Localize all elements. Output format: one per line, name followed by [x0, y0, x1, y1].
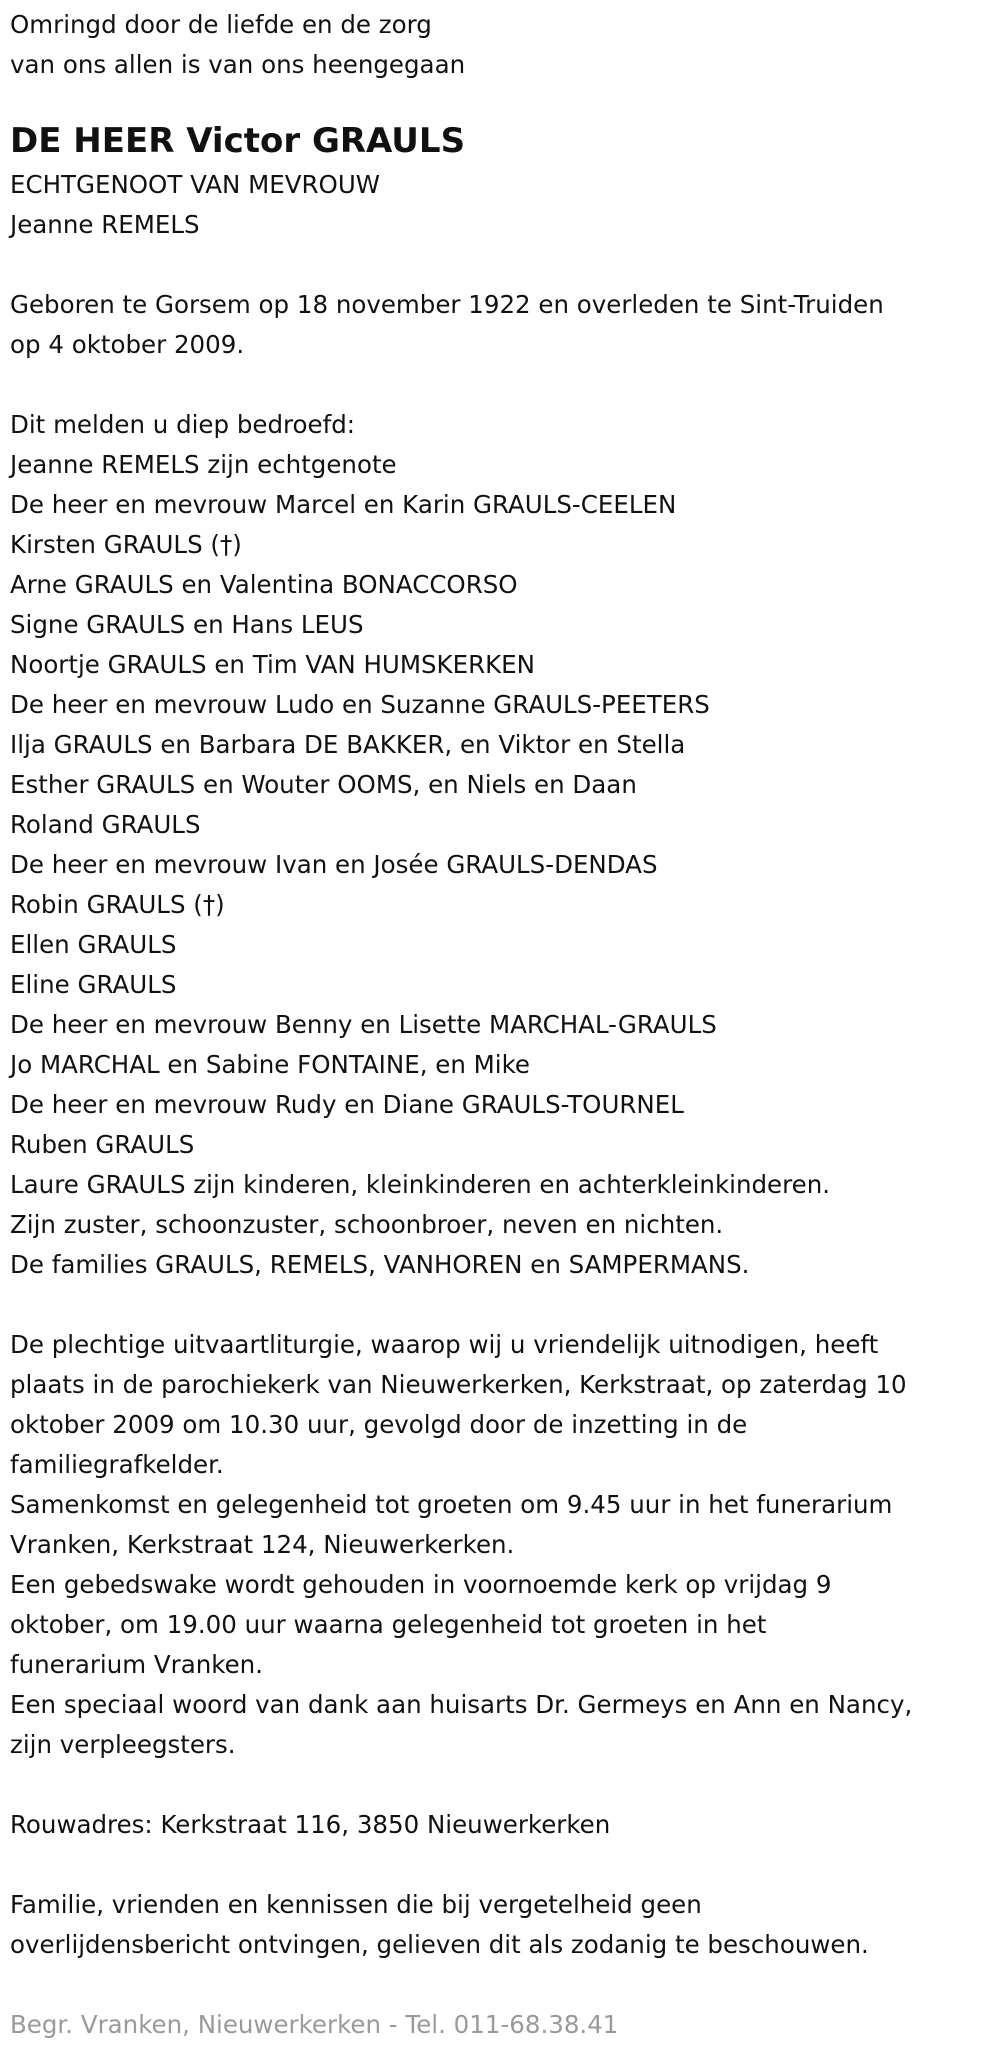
intro-section [10, 5, 1000, 85]
announcement-line: Ruben GRAULS [10, 1130, 195, 1159]
ceremony-line: familiegrafkelder. [10, 1450, 224, 1479]
announcement-line: Jeanne REMELS zijn echtgenote [10, 450, 397, 479]
announcement-line: Laure GRAULS zijn kinderen, kleinkinderen en achterkleinkinderen. [10, 1170, 831, 1199]
announcement-line: Jo MARCHAL en Sabine FONTAINE, en Mike [10, 1050, 530, 1079]
spacer [10, 1845, 1000, 1885]
ceremony-line: Samenkomst en gelegenheid tot groeten om 9.45 uur in het funerarium [10, 1490, 893, 1519]
announcement-line: Ilja GRAULS en Barbara DE BAKKER, en Viktor en Stella [10, 730, 686, 759]
announcement-line: Noortje GRAULS en Tim VAN HUMSKERKEN [10, 650, 535, 679]
spacer [10, 1965, 1000, 2005]
announcement-line: Esther GRAULS en Wouter OOMS, en Niels en Daan [10, 770, 637, 799]
ceremony-line: funerarium Vranken. [10, 1650, 263, 1679]
announcement-line: Kirsten GRAULS (†) [10, 530, 242, 559]
announcement-line: Eline GRAULS [10, 970, 177, 999]
ceremony-line: zijn verpleegsters. [10, 1730, 236, 1759]
deceased-name-title: DE HEER Victor GRAULS [10, 121, 466, 161]
announcement-section [10, 405, 1000, 1285]
notice-line: Familie, vrienden en kennissen die bij vergetelheid geen [10, 1890, 702, 1919]
announcement-line: Dit melden u diep bedroefd: [10, 410, 356, 439]
ceremony-line: plaats in de parochiekerk van Nieuwerkerken, Kerkstraat, op zaterdag 10 [10, 1370, 907, 1399]
spacer [10, 1765, 1000, 1805]
notice-line: overlijdensbericht ontvingen, gelieven dit als zodanig te beschouwen. [10, 1930, 869, 1959]
announcement-line: Signe GRAULS en Hans LEUS [10, 610, 364, 639]
spouse-section [10, 165, 1000, 245]
spouse-line: Jeanne REMELS [10, 210, 200, 239]
announcement-line: De heer en mevrouw Marcel en Karin GRAULS-CEELEN [10, 490, 677, 519]
announcement-line: Arne GRAULS en Valentina BONACCORSO [10, 570, 518, 599]
announcement-line: Robin GRAULS (†) [10, 890, 225, 919]
announcement-line: Ellen GRAULS [10, 930, 177, 959]
announcement-line: De heer en mevrouw Ludo en Suzanne GRAULS-PEETERS [10, 690, 710, 719]
announcement-line: De heer en mevrouw Ivan en Josée GRAULS-DENDAS [10, 850, 658, 879]
ceremony-section [10, 1325, 1000, 1765]
ceremony-line: De plechtige uitvaartliturgie, waarop wij u vriendelijk uitnodigen, heeft [10, 1330, 879, 1359]
ceremony-line: oktober 2009 om 10.30 uur, gevolgd door de inzetting in de [10, 1410, 748, 1439]
ceremony-line: oktober, om 19.00 uur waarna gelegenheid tot groeten in het [10, 1610, 767, 1639]
footer-line: Begr. Vranken, Nieuwerkerken - Tel. 011-68.38.41 [10, 2010, 619, 2039]
intro-line: Omringd door de liefde en de zorg [10, 10, 432, 39]
announcement-line: De heer en mevrouw Rudy en Diane GRAULS-TOURNEL [10, 1090, 684, 1119]
notice-section [10, 1885, 1000, 1965]
birth-death-line: op 4 oktober 2009. [10, 330, 245, 359]
announcement-line: Zijn zuster, schoonzuster, schoonbroer, neven en nichten. [10, 1210, 724, 1239]
address-section [10, 1805, 1000, 1845]
birth-death-line: Geboren te Gorsem op 18 november 1922 en overleden te Sint-Truiden [10, 290, 884, 319]
funeral-home-footer [10, 2005, 1000, 2045]
announcement-line: De families GRAULS, REMELS, VANHOREN en SAMPERMANS. [10, 1250, 750, 1279]
spacer [10, 1285, 1000, 1325]
spacer [10, 365, 1000, 405]
announcement-line: Roland GRAULS [10, 810, 201, 839]
ceremony-line: Een speciaal woord van dank aan huisarts Dr. Germeys en Ann en Nancy, [10, 1690, 913, 1719]
announcement-line: De heer en mevrouw Benny en Lisette MARCHAL-GRAULS [10, 1010, 717, 1039]
spacer [10, 245, 1000, 285]
ceremony-line: Een gebedswake wordt gehouden in voornoemde kerk op vrijdag 9 [10, 1570, 832, 1599]
ceremony-line: Vranken, Kerkstraat 124, Nieuwerkerken. [10, 1530, 515, 1559]
spouse-line: ECHTGENOOT VAN MEVROUW [10, 170, 381, 199]
address-line: Rouwadres: Kerkstraat 116, 3850 Nieuwerkerken [10, 1810, 611, 1839]
intro-line: van ons allen is van ons heengegaan [10, 50, 466, 79]
birth-death-section [10, 285, 1000, 365]
